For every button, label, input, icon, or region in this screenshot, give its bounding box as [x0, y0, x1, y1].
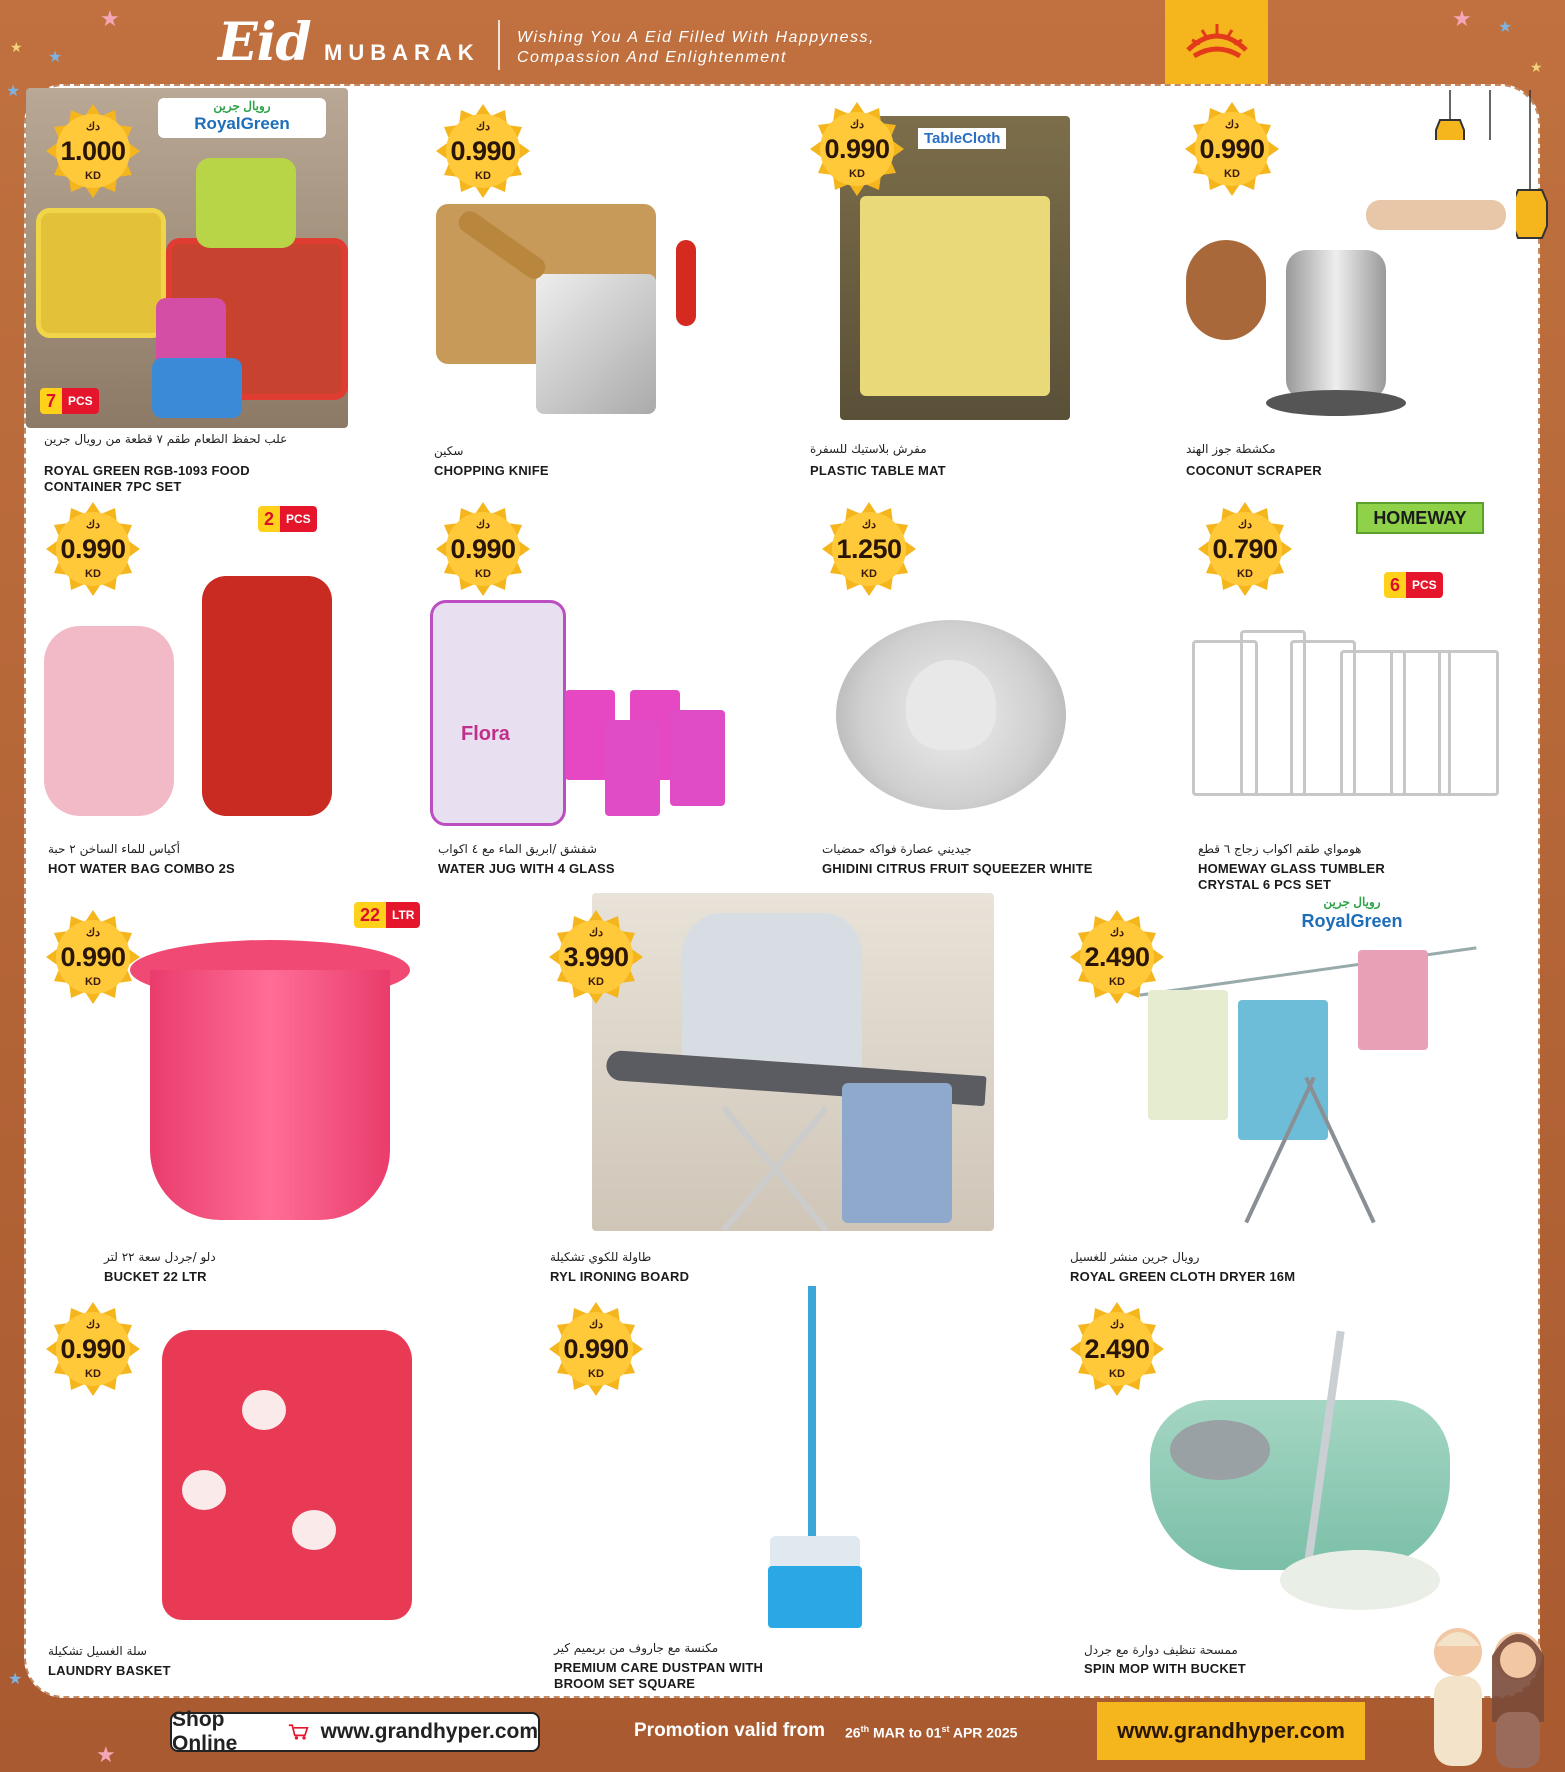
star-decoration: ★ [96, 1742, 116, 1767]
product-name-english: PREMIUM CARE DUSTPAN WITH BROOM SET SQUARE [554, 1660, 764, 1691]
shop-online-button[interactable] [170, 1708, 540, 1755]
price-value: 1.000 [60, 136, 126, 166]
grand-hyper-logo[interactable] [1165, 0, 1268, 84]
product-image [1128, 930, 1488, 1240]
product-name-english: COCONUT SCRAPER [1186, 463, 1322, 478]
paw-print-shape [182, 1470, 226, 1510]
cart-icon [288, 1722, 308, 1742]
promotion-dates: 26th MAR to 01st APR 2025 [845, 1724, 1018, 1741]
eid-logo-text: Eid [218, 12, 311, 73]
product-image [1180, 600, 1500, 800]
hand-shape [1366, 200, 1506, 230]
currency-arabic: دك [86, 121, 100, 133]
product-name-arabic: شفشق /ابريق الماء مع ٤ اكواب [438, 842, 597, 856]
product-name-english: WATER JUG WITH 4 GLASS [438, 861, 615, 876]
royal-green-logo: رويال جرين RoyalGreen [1301, 895, 1403, 931]
header-bar [0, 0, 1565, 84]
product-name-english: PLASTIC TABLE MAT [810, 463, 946, 478]
pcs-tag: 2 PCS [258, 506, 317, 532]
star-decoration: ★ [100, 6, 120, 31]
product-name-arabic: ممسحة تنظيف دوارة مع جردل [1084, 1643, 1238, 1657]
price-badge: دك 0.990 KD [808, 100, 906, 198]
price-badge: دك 2.490 KD [1068, 908, 1166, 1006]
red-bag-shape [202, 576, 332, 816]
price-value: 0.790 [1212, 534, 1278, 564]
towel-shape [1358, 950, 1428, 1050]
price-value: 2.490 [1084, 1334, 1150, 1364]
price-value: 0.990 [60, 1334, 126, 1364]
product-image [110, 940, 420, 1240]
broom-handle-shape [808, 1286, 816, 1546]
star-decoration: ★ [1452, 6, 1472, 31]
chili-shape [676, 240, 696, 326]
price-badge [44, 102, 142, 200]
star-decoration: ★ [1530, 59, 1543, 75]
towel-shape [1148, 990, 1228, 1120]
product-name-english: SPIN MOP WITH BUCKET [1084, 1661, 1246, 1676]
pcs-number: 7 [40, 388, 62, 414]
price-value: 0.990 [60, 534, 126, 564]
price-badge: دك 0.990 KD [44, 1300, 142, 1398]
homeway-logo: HOMEWAY [1356, 502, 1484, 534]
pcs-tag [40, 388, 99, 414]
promotion-label: Promotion valid from [634, 1720, 826, 1741]
price-badge: دك 0.790 KD [1196, 500, 1294, 598]
product-name-arabic: أكياس للماء الساخن ٢ حبة [48, 842, 180, 856]
product-image [1140, 1330, 1480, 1630]
glass-shape [1438, 650, 1499, 796]
product-image [592, 893, 994, 1231]
price-value: 3.990 [563, 942, 629, 972]
price-value: 0.990 [450, 534, 516, 564]
product-name-arabic: طاولة للكوي تشكيلة [550, 1250, 652, 1264]
price-badge: دك 0.990 KD [1183, 100, 1281, 198]
product-name-arabic: سلة الغسيل تشكيلة [48, 1644, 147, 1658]
product-name-english: LAUNDRY BASKET [48, 1663, 171, 1678]
star-decoration: ★ [48, 49, 63, 66]
brand-arabic: رويال جرين [213, 99, 271, 113]
wish-line-1: Wishing You A Eid Filled With Happyness, [517, 29, 875, 46]
sun-logo-icon [1180, 20, 1254, 64]
jug-label: Flora [461, 723, 510, 745]
eid-wish-text [517, 28, 937, 68]
price-badge: دك 1.250 KD [820, 500, 918, 598]
towel-shape [1238, 1000, 1328, 1140]
star-decoration: ★ [8, 1671, 23, 1688]
product-name-english: HOMEWAY GLASS TUMBLER CRYSTAL 6 PCS SET [1198, 861, 1385, 892]
price-badge: دك 0.990 KD [434, 500, 532, 598]
footer-bar [0, 1698, 1565, 1772]
pink-bag-shape [44, 626, 174, 816]
mubarak-text: MUBARAK [324, 40, 480, 65]
product-name-english: GHIDINI CITRUS FRUIT SQUEEZER WHITE [822, 861, 1093, 876]
scraper-body-shape [1286, 250, 1386, 400]
container-shape [196, 158, 296, 248]
dryer-leg-shape [1304, 1077, 1375, 1224]
price-value: 0.990 [450, 136, 516, 166]
shop-url: www.grandhyper.com [320, 1720, 538, 1743]
price-badge: دك 0.990 KD [547, 1300, 645, 1398]
pcs-tag: 22 LTR [354, 902, 420, 928]
currency-kd: KD [85, 170, 101, 182]
wish-line-2: Compassion And Enlightenment [517, 49, 787, 66]
price-badge: دك 3.990 KD [547, 908, 645, 1006]
product-name-arabic: جيديني عصارة فواكه حمضيات [822, 842, 972, 856]
cup-shape [605, 720, 660, 816]
product-name-english: ROYAL GREEN CLOTH DRYER 16M [1070, 1269, 1296, 1284]
product-name-arabic: دلو /جردل سعة ٢٢ لتر [104, 1250, 216, 1264]
price-value: 0.990 [824, 134, 890, 164]
suction-base-shape [1266, 390, 1406, 416]
reamer-shape [906, 660, 996, 750]
product-name-english: ROYAL GREEN RGB-1093 FOOD CONTAINER 7PC SET [44, 463, 250, 494]
spin-basket-shape [1170, 1420, 1270, 1480]
shop-online-label: Shop Online [172, 1708, 238, 1755]
jug-shape [430, 600, 566, 826]
container-shape [36, 208, 166, 338]
product-image [820, 580, 1140, 830]
pack-label: TableCloth [918, 128, 1006, 149]
royal-green-logo [158, 98, 326, 138]
product-name-arabic: مكشطة جوز الهند [1186, 442, 1276, 456]
pcs-unit: PCS [62, 388, 99, 414]
product-name-arabic: علب لحفظ الطعام طقم ٧ قطعة من رويال جرين [44, 432, 288, 446]
header-divider [498, 20, 500, 70]
product-name-arabic: هومواي طقم اكواب زجاج ٦ قطع [1198, 842, 1362, 856]
price-value: 0.990 [563, 1334, 629, 1364]
price-badge: دك 2.490 KD [1068, 1300, 1166, 1398]
star-decoration: ★ [6, 83, 21, 100]
price-value: 0.990 [1199, 134, 1265, 164]
product-name-arabic: مفرش بلاستيك للسفرة [810, 442, 927, 456]
product-name-english: CHOPPING KNIFE [434, 463, 549, 478]
product-name-english: RYL IRONING BOARD [550, 1269, 690, 1284]
website-link[interactable]: www.grandhyper.com [1097, 1702, 1365, 1760]
product-name-arabic: مكنسة مع جاروف من بريميم كير [554, 1641, 719, 1655]
price-value: 2.490 [1084, 942, 1150, 972]
container-shape [152, 358, 242, 418]
price-badge: دك 0.990 KD [44, 500, 142, 598]
pcs-tag: 6 PCS [1384, 572, 1443, 598]
product-name-english: BUCKET 22 LTR [104, 1269, 207, 1284]
price-badge: دك 0.990 KD [434, 102, 532, 200]
price-badge: دك 0.990 KD [44, 908, 142, 1006]
shirt-shape [842, 1083, 952, 1223]
product-image [760, 1286, 870, 1636]
product-name-arabic: سكين [434, 444, 464, 458]
star-decoration: ★ [10, 39, 23, 55]
paw-print-shape [242, 1390, 286, 1430]
knife-blade-shape [536, 274, 656, 414]
dustpan-shape [768, 1566, 862, 1628]
mop-head-shape [1280, 1550, 1440, 1610]
coconut-shape [1186, 240, 1266, 340]
sunflower-print-shape [860, 196, 1050, 396]
product-image [410, 580, 740, 830]
bucket-body-shape [150, 970, 390, 1220]
product-name-arabic: رويال جرين منشر للغسيل [1070, 1250, 1200, 1264]
price-value: 1.250 [836, 534, 902, 564]
brand-english: RoyalGreen [194, 114, 290, 133]
price-value: 0.990 [60, 942, 126, 972]
product-name-english: HOT WATER BAG COMBO 2S [48, 861, 235, 876]
paw-print-shape [292, 1510, 336, 1550]
cup-shape [670, 710, 725, 806]
star-decoration: ★ [1498, 19, 1513, 36]
product-image [142, 1330, 432, 1630]
